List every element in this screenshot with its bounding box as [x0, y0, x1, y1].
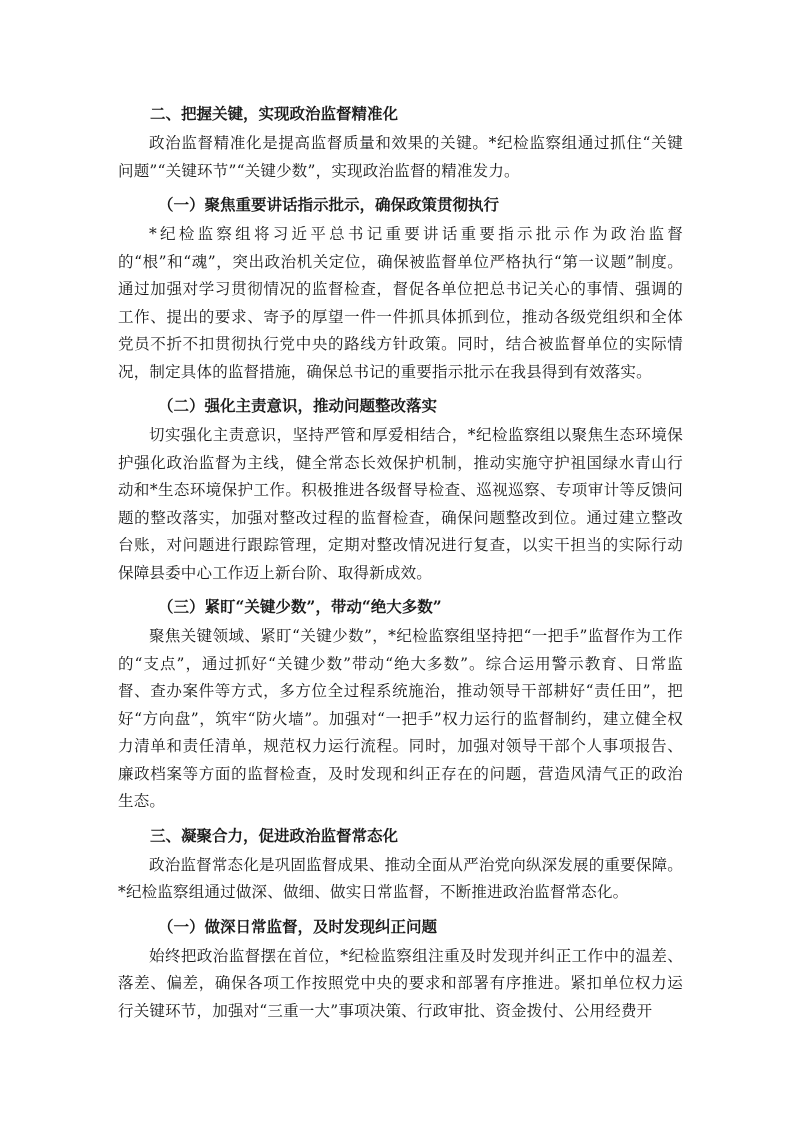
subsection-2-heading: （二）强化主责意识，推动问题整改落实: [158, 396, 438, 415]
subsection-3-paragraph: 聚焦关键领域、紧盯“关键少数”，*纪检监察组坚持把“一把手”监督作为工作的“支点”，通过抓好“关键少数”带动“绝大多数”。综合运用警示教育、日常监督、查办案件等方式，多方位全过程系统施治，推动领导干部耕好“责任田”，把好“方向盘”，筑牢“防火墙”。加强对“一把手”权力运行的监督制约，建立健全权力清单和责任清单，规范权力运行流程。同时，加强对领导干部个人事项报告、廉政档案等方面的监督检查，及时发现和纠正存在的问题，营造风清气正的政治生态。: [118, 627, 683, 810]
subsection-4-heading: （一）做深日常监督，及时发现纠正问题: [158, 916, 438, 936]
section-2-heading: 二、把握关键，实现政治监督精准化: [150, 104, 399, 123]
section-3-heading: 三、凝聚合力，促进政治监督常态化: [150, 825, 399, 845]
subsection-1-paragraph: *纪检监察组将习近平总书记重要讲话重要指示批示作为政治监督的“根”和“魂”，突出政治机关定位，确保被监督单位严格执行“第一议题”制度。通过加强对学习贯彻情况的监督检查，督促各单位把总书记关心的事情、强调的工作、提出的要求、寄予的厚望一件一件抓具体抓到位，推动各级党组织和全体党员不折不扣贯彻执行党中央的路线方针政策。同时，结合被监督单位的实际情况，制定具体的监督措施，确保总书记的重要指示批示在我县得到有效落实。: [118, 225, 683, 381]
subsection-2-paragraph: 切实强化主责意识，坚持严管和厚爱相结合，*纪检监察组以聚焦生态环境保护强化政治监督为主线，健全常态长效保护机制，推动实施守护祖国绿水青山行动和*生态环境保护工作。积极推进各级督导检查、巡视巡察、专项审计等反馈问题的整改落实，加强对整改过程的监督检查，确保问题整改到位。通过建立整改台账，对问题进行跟踪管理，定期对整改情况进行复查，以实干担当的实际行动保障县委中心工作迈上新台阶、取得新成效。: [118, 426, 683, 582]
document-body: [118, 98, 683, 1025]
subsection-3-heading: （三）紧盯“关键少数”，带动“绝大多数”: [158, 597, 442, 616]
subsection-4-paragraph: 始终把政治监督摆在首位，*纪检监察组注重及时发现并纠正工作中的温差、落差、偏差，确保各项工作按照党中央的要求和部署有序推进。紧扣单位权力运行关键环节，加强对“三重一大”事项决策、行政审批、资金拨付、公用经费开: [118, 946, 683, 1020]
section-2-paragraph: 政治监督精准化是提高监督质量和效果的关键。*纪检监察组通过抓住“关键问题”“关键环节”“关键少数”，实现政治监督的精准发力。: [118, 134, 683, 180]
subsection-1-heading: （一）聚焦重要讲话指示批示，确保政策贯彻执行: [158, 195, 500, 214]
section-3-paragraph: 政治监督常态化是巩固监督成果、推动全面从严治党向纵深发展的重要保障。*纪检监察组通过做深、做细、做实日常监督，不断推进政治监督常态化。: [118, 855, 683, 901]
